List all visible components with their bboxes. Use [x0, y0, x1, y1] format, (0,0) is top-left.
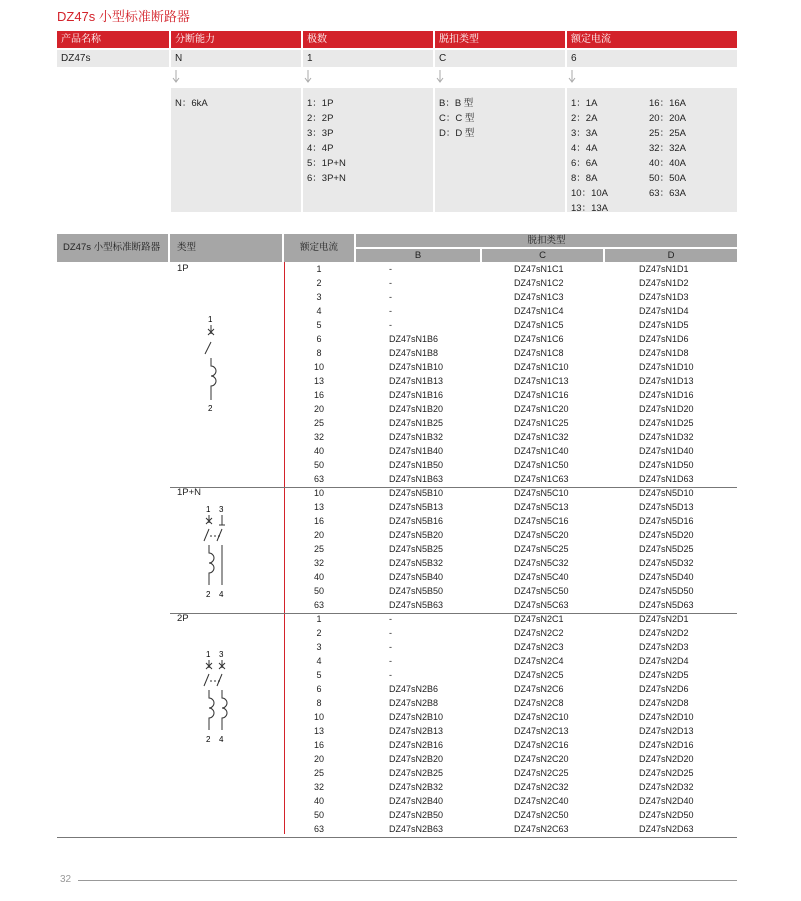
- th-type: 类型: [170, 234, 282, 262]
- type-label-2p: 2P: [177, 613, 189, 624]
- rated-option: 32：32A: [649, 143, 686, 154]
- cell-c: DZ47sN2C20: [514, 754, 569, 764]
- th-c: C: [482, 249, 603, 262]
- cell-rated: 63: [313, 824, 324, 834]
- cell-rated: 2: [316, 278, 322, 288]
- terminal-label: 4: [219, 590, 224, 599]
- rated-option: 6：6A: [571, 158, 598, 169]
- header-trip-type: 脱扣类型: [435, 31, 565, 48]
- cell-d: DZ47sN2D50: [639, 810, 694, 820]
- cell-c: DZ47sN2C25: [514, 768, 569, 778]
- cell-d: DZ47sN1D5: [639, 320, 689, 330]
- th-d: D: [605, 249, 737, 262]
- cell-b: DZ47sN5B50: [389, 586, 444, 596]
- cell-d: DZ47sN1D8: [639, 348, 689, 358]
- cell-c: DZ47sN2C5: [514, 670, 564, 680]
- cell-d: DZ47sN5D40: [639, 572, 694, 582]
- cell-rated: 1: [316, 264, 322, 274]
- table-row: [0, 346, 801, 360]
- cell-b: DZ47sN2B6: [389, 684, 439, 694]
- cell-b: -: [389, 278, 392, 288]
- table-row: [0, 402, 801, 416]
- cell-d: DZ47sN5D10: [639, 488, 694, 498]
- table-row: [0, 262, 801, 276]
- pole-option: 3：3P: [307, 128, 334, 139]
- table-row: [0, 514, 801, 528]
- cell-d: DZ47sN2D25: [639, 768, 694, 778]
- table-row: [0, 752, 801, 766]
- table-row: [0, 444, 801, 458]
- cell-d: DZ47sN1D63: [639, 474, 694, 484]
- cell-b: DZ47sN2B10: [389, 712, 444, 722]
- cell-rated: 2: [316, 628, 322, 638]
- cell-rated: 32: [313, 558, 324, 568]
- page-title: DZ47s 小型标准断路器: [57, 9, 190, 24]
- table-row: [0, 360, 801, 374]
- pole-option: 5：1P+N: [307, 158, 346, 169]
- rated-option: 4：4A: [571, 143, 598, 154]
- cell-c: DZ47sN2C1: [514, 614, 564, 624]
- table-row: [0, 486, 801, 500]
- cell-c: DZ47sN1C2: [514, 278, 564, 288]
- cell-b: -: [389, 306, 392, 316]
- terminal-label: 2: [206, 590, 211, 599]
- rated-option: 1：1A: [571, 98, 598, 109]
- cell-c: DZ47sN2C63: [514, 824, 569, 834]
- cell-b: DZ47sN1B32: [389, 432, 444, 442]
- cell-c: DZ47sN2C10: [514, 712, 569, 722]
- rated-option: 3：3A: [571, 128, 598, 139]
- cell-c: DZ47sN2C6: [514, 684, 564, 694]
- terminal-label: 2: [206, 735, 211, 744]
- cell-d: DZ47sN2D32: [639, 782, 694, 792]
- cell-c: DZ47sN2C13: [514, 726, 569, 736]
- cell-b: -: [389, 292, 392, 302]
- group-separator: [57, 837, 737, 838]
- cell-b: DZ47sN2B32: [389, 782, 444, 792]
- table-row: [0, 766, 801, 780]
- cell-c: DZ47sN1C1: [514, 264, 564, 274]
- 1p-wiring-diagram: [195, 314, 225, 414]
- cell-rated: 3: [316, 642, 322, 652]
- trip-option: D：D 型: [439, 128, 475, 139]
- cell-b: DZ47sN2B25: [389, 768, 444, 778]
- cell-c: DZ47sN1C16: [514, 390, 569, 400]
- cell-b: -: [389, 264, 392, 274]
- th-trip: 脱扣类型: [356, 234, 737, 247]
- cell-d: DZ47sN1D2: [639, 278, 689, 288]
- down-arrow-icon: [435, 70, 445, 84]
- cell-b: DZ47sN1B8: [389, 348, 439, 358]
- table-row: [0, 682, 801, 696]
- table-row: [0, 822, 801, 836]
- table-row: [0, 458, 801, 472]
- table-row: [0, 808, 801, 822]
- cell-rated: 16: [313, 516, 324, 526]
- cell-c: DZ47sN1C10: [514, 362, 569, 372]
- cell-b: -: [389, 320, 392, 330]
- terminal-label: 1: [208, 315, 213, 324]
- cell-rated: 3: [316, 292, 322, 302]
- table-row: [0, 290, 801, 304]
- cell-b: DZ47sN5B25: [389, 544, 444, 554]
- cell-d: DZ47sN2D3: [639, 642, 689, 652]
- cell-d: DZ47sN2D16: [639, 740, 694, 750]
- table-row: [0, 500, 801, 514]
- table-row: [0, 598, 801, 612]
- table-row: [0, 556, 801, 570]
- cell-rated: 20: [313, 754, 324, 764]
- cell-d: DZ47sN1D20: [639, 404, 694, 414]
- cell-c: DZ47sN1C32: [514, 432, 569, 442]
- cell-b: DZ47sN1B20: [389, 404, 444, 414]
- cell-d: DZ47sN2D4: [639, 656, 689, 666]
- table-row: [0, 388, 801, 402]
- rated-option: 25：25A: [649, 128, 686, 139]
- down-arrow-icon: [567, 70, 577, 84]
- cell-rated: 5: [316, 670, 322, 680]
- cell-rated: 16: [313, 390, 324, 400]
- cell-b: DZ47sN5B16: [389, 516, 444, 526]
- cell-b: DZ47sN5B13: [389, 502, 444, 512]
- cell-rated: 25: [313, 768, 324, 778]
- cell-rated: 40: [313, 796, 324, 806]
- table-row: [0, 304, 801, 318]
- terminal-label: 1: [206, 650, 211, 659]
- cell-d: DZ47sN5D13: [639, 502, 694, 512]
- table-row: [0, 318, 801, 332]
- type-label-1p: 1P: [177, 263, 189, 274]
- 1pn-wiring-diagram: [196, 503, 236, 599]
- rated-option: 50：50A: [649, 173, 686, 184]
- cell-b: -: [389, 614, 392, 624]
- cell-c: DZ47sN1C50: [514, 460, 569, 470]
- cell-rated: 10: [313, 712, 324, 722]
- rated-option: 2：2A: [571, 113, 598, 124]
- cell-c: DZ47sN1C63: [514, 474, 569, 484]
- cell-rated: 50: [313, 586, 324, 596]
- cell-c: DZ47sN5C40: [514, 572, 569, 582]
- rated-option: 10：10A: [571, 188, 608, 199]
- cell-c: DZ47sN1C40: [514, 446, 569, 456]
- down-arrow-icon: [171, 70, 181, 84]
- cell-d: DZ47sN2D5: [639, 670, 689, 680]
- cell-b: DZ47sN1B25: [389, 418, 444, 428]
- cell-b: -: [389, 628, 392, 638]
- header-breaking-capacity: 分断能力: [171, 31, 301, 48]
- table-row: [0, 696, 801, 710]
- table-row: [0, 668, 801, 682]
- cell-d: DZ47sN1D16: [639, 390, 694, 400]
- cell-d: DZ47sN2D13: [639, 726, 694, 736]
- cell-b: -: [389, 642, 392, 652]
- cell-d: DZ47sN2D2: [639, 628, 689, 638]
- cell-d: DZ47sN5D63: [639, 600, 694, 610]
- cell-d: DZ47sN1D3: [639, 292, 689, 302]
- trip-option: B：B 型: [439, 98, 474, 109]
- header-rated-current: 额定电流: [567, 31, 737, 48]
- cell-d: DZ47sN1D6: [639, 334, 689, 344]
- cell-d: DZ47sN1D50: [639, 460, 694, 470]
- cell-d: DZ47sN5D25: [639, 544, 694, 554]
- cell-rated: 8: [316, 348, 322, 358]
- cell-c: DZ47sN5C13: [514, 502, 569, 512]
- cell-c: DZ47sN2C16: [514, 740, 569, 750]
- table-row: [0, 374, 801, 388]
- table-row: [0, 780, 801, 794]
- table-row: [0, 640, 801, 654]
- cell-d: DZ47sN5D16: [639, 516, 694, 526]
- cell-d: DZ47sN2D10: [639, 712, 694, 722]
- breaking-option: N：6kA: [175, 98, 208, 109]
- table-row: [0, 612, 801, 626]
- cell-b: DZ47sN1B13: [389, 376, 444, 386]
- cell-d: DZ47sN2D8: [639, 698, 689, 708]
- header-product-name: 产品名称: [57, 31, 169, 48]
- cell-b: DZ47sN2B63: [389, 824, 444, 834]
- cell-rated: 16: [313, 740, 324, 750]
- table-row: [0, 542, 801, 556]
- table-row: [0, 276, 801, 290]
- cell-rated: 6: [316, 334, 322, 344]
- cell-c: DZ47sN1C5: [514, 320, 564, 330]
- pole-option: 1：1P: [307, 98, 334, 109]
- rated-option: 63：63A: [649, 188, 686, 199]
- cell-rated: 4: [316, 306, 322, 316]
- cell-c: DZ47sN2C3: [514, 642, 564, 652]
- cell-c: DZ47sN2C2: [514, 628, 564, 638]
- cell-b: DZ47sN2B50: [389, 810, 444, 820]
- cell-b: DZ47sN2B13: [389, 726, 444, 736]
- rated-option: 40：40A: [649, 158, 686, 169]
- cell-d: DZ47sN2D1: [639, 614, 689, 624]
- cell-rated: 32: [313, 432, 324, 442]
- cell-d: DZ47sN1D25: [639, 418, 694, 428]
- cell-c: DZ47sN1C4: [514, 306, 564, 316]
- cell-d: DZ47sN1D1: [639, 264, 689, 274]
- cell-rated: 50: [313, 460, 324, 470]
- table-row: [0, 416, 801, 430]
- cell-b: DZ47sN1B10: [389, 362, 444, 372]
- cell-c: DZ47sN2C40: [514, 796, 569, 806]
- cell-d: DZ47sN1D10: [639, 362, 694, 372]
- cell-d: DZ47sN5D32: [639, 558, 694, 568]
- pole-option: 6：3P+N: [307, 173, 346, 184]
- footer-rule: [78, 880, 737, 881]
- cell-rated: 63: [313, 474, 324, 484]
- 2p-wiring-diagram: [196, 648, 236, 744]
- cell-c: DZ47sN2C4: [514, 656, 564, 666]
- cell-b: DZ47sN2B20: [389, 754, 444, 764]
- cell-rated: 32: [313, 782, 324, 792]
- table-row: [0, 584, 801, 598]
- cell-c: DZ47sN1C8: [514, 348, 564, 358]
- cell-c: DZ47sN5C10: [514, 488, 569, 498]
- cell-rated: 10: [313, 488, 324, 498]
- cell-c: DZ47sN2C8: [514, 698, 564, 708]
- cell-d: DZ47sN5D20: [639, 530, 694, 540]
- cell-c: DZ47sN5C25: [514, 544, 569, 554]
- terminal-label: 2: [208, 404, 213, 413]
- cell-b: DZ47sN1B50: [389, 460, 444, 470]
- cell-rated: 25: [313, 418, 324, 428]
- cell-d: DZ47sN2D20: [639, 754, 694, 764]
- cell-rated: 1: [316, 614, 322, 624]
- rated-option: 8：8A: [571, 173, 598, 184]
- value-rated-current: 6: [567, 50, 737, 67]
- trip-option: C：C 型: [439, 113, 475, 124]
- cell-c: DZ47sN1C13: [514, 376, 569, 386]
- rated-current-options: [567, 88, 737, 212]
- th-rated: 额定电流: [284, 234, 354, 262]
- cell-b: DZ47sN1B40: [389, 446, 444, 456]
- poles-options: [303, 88, 433, 212]
- table-row: [0, 332, 801, 346]
- cell-rated: 10: [313, 362, 324, 372]
- cell-c: DZ47sN5C32: [514, 558, 569, 568]
- terminal-label: 3: [219, 650, 224, 659]
- value-trip-type: C: [435, 50, 565, 67]
- rated-option: 16：16A: [649, 98, 686, 109]
- pole-option: 4：4P: [307, 143, 334, 154]
- table-row: [0, 654, 801, 668]
- cell-c: DZ47sN1C3: [514, 292, 564, 302]
- cell-rated: 5: [316, 320, 322, 330]
- cell-rated: 4: [316, 656, 322, 666]
- cell-c: DZ47sN5C50: [514, 586, 569, 596]
- table-row: [0, 724, 801, 738]
- cell-c: DZ47sN1C20: [514, 404, 569, 414]
- cell-b: DZ47sN2B8: [389, 698, 439, 708]
- table-row: [0, 570, 801, 584]
- cell-c: DZ47sN2C32: [514, 782, 569, 792]
- cell-b: DZ47sN1B63: [389, 474, 444, 484]
- cell-d: DZ47sN2D63: [639, 824, 694, 834]
- cell-rated: 63: [313, 600, 324, 610]
- type-label-1pn: 1P+N: [177, 487, 202, 498]
- cell-d: DZ47sN1D32: [639, 432, 694, 442]
- value-breaking-capacity: N: [171, 50, 301, 67]
- cell-b: DZ47sN2B40: [389, 796, 444, 806]
- table-row: [0, 738, 801, 752]
- cell-d: DZ47sN2D6: [639, 684, 689, 694]
- cell-c: DZ47sN1C6: [514, 334, 564, 344]
- table-row: [0, 626, 801, 640]
- cell-c: DZ47sN5C63: [514, 600, 569, 610]
- cell-rated: 8: [316, 698, 322, 708]
- table-row: [0, 794, 801, 808]
- cell-b: -: [389, 670, 392, 680]
- rated-option: 13：13A: [571, 203, 608, 214]
- header-poles: 极数: [303, 31, 433, 48]
- cell-b: DZ47sN1B16: [389, 390, 444, 400]
- cell-c: DZ47sN2C50: [514, 810, 569, 820]
- cell-c: DZ47sN5C20: [514, 530, 569, 540]
- cell-b: DZ47sN5B63: [389, 600, 444, 610]
- cell-b: -: [389, 656, 392, 666]
- cell-b: DZ47sN2B16: [389, 740, 444, 750]
- cell-d: DZ47sN2D40: [639, 796, 694, 806]
- cell-rated: 50: [313, 810, 324, 820]
- cell-rated: 20: [313, 404, 324, 414]
- pole-option: 2：2P: [307, 113, 334, 124]
- page-number: 32: [60, 874, 72, 885]
- value-product-name: DZ47s: [57, 50, 169, 67]
- table-row: [0, 710, 801, 724]
- th-b: B: [356, 249, 480, 262]
- cell-b: DZ47sN5B10: [389, 488, 444, 498]
- cell-rated: 40: [313, 572, 324, 582]
- cell-d: DZ47sN1D4: [639, 306, 689, 316]
- terminal-label: 3: [219, 505, 224, 514]
- breaking-capacity-options: [171, 88, 301, 212]
- cell-b: DZ47sN5B20: [389, 530, 444, 540]
- terminal-label: 4: [219, 735, 224, 744]
- value-poles: 1: [303, 50, 433, 67]
- cell-rated: 40: [313, 446, 324, 456]
- cell-rated: 13: [313, 726, 324, 736]
- cell-d: DZ47sN1D13: [639, 376, 694, 386]
- table-row: [0, 472, 801, 486]
- cell-b: DZ47sN1B6: [389, 334, 439, 344]
- cell-b: DZ47sN5B40: [389, 572, 444, 582]
- cell-rated: 20: [313, 530, 324, 540]
- cell-b: DZ47sN5B32: [389, 558, 444, 568]
- cell-d: DZ47sN5D50: [639, 586, 694, 596]
- cell-c: DZ47sN1C25: [514, 418, 569, 428]
- cell-rated: 13: [313, 502, 324, 512]
- down-arrow-icon: [303, 70, 313, 84]
- table-row: [0, 528, 801, 542]
- terminal-label: 1: [206, 505, 211, 514]
- cell-rated: 6: [316, 684, 322, 694]
- trip-type-options: [435, 88, 565, 212]
- cell-d: DZ47sN1D40: [639, 446, 694, 456]
- cell-rated: 25: [313, 544, 324, 554]
- cell-c: DZ47sN5C16: [514, 516, 569, 526]
- rated-option: 20：20A: [649, 113, 686, 124]
- cell-rated: 13: [313, 376, 324, 386]
- table-row: [0, 430, 801, 444]
- th-product: DZ47s 小型标准断路器: [57, 234, 168, 262]
